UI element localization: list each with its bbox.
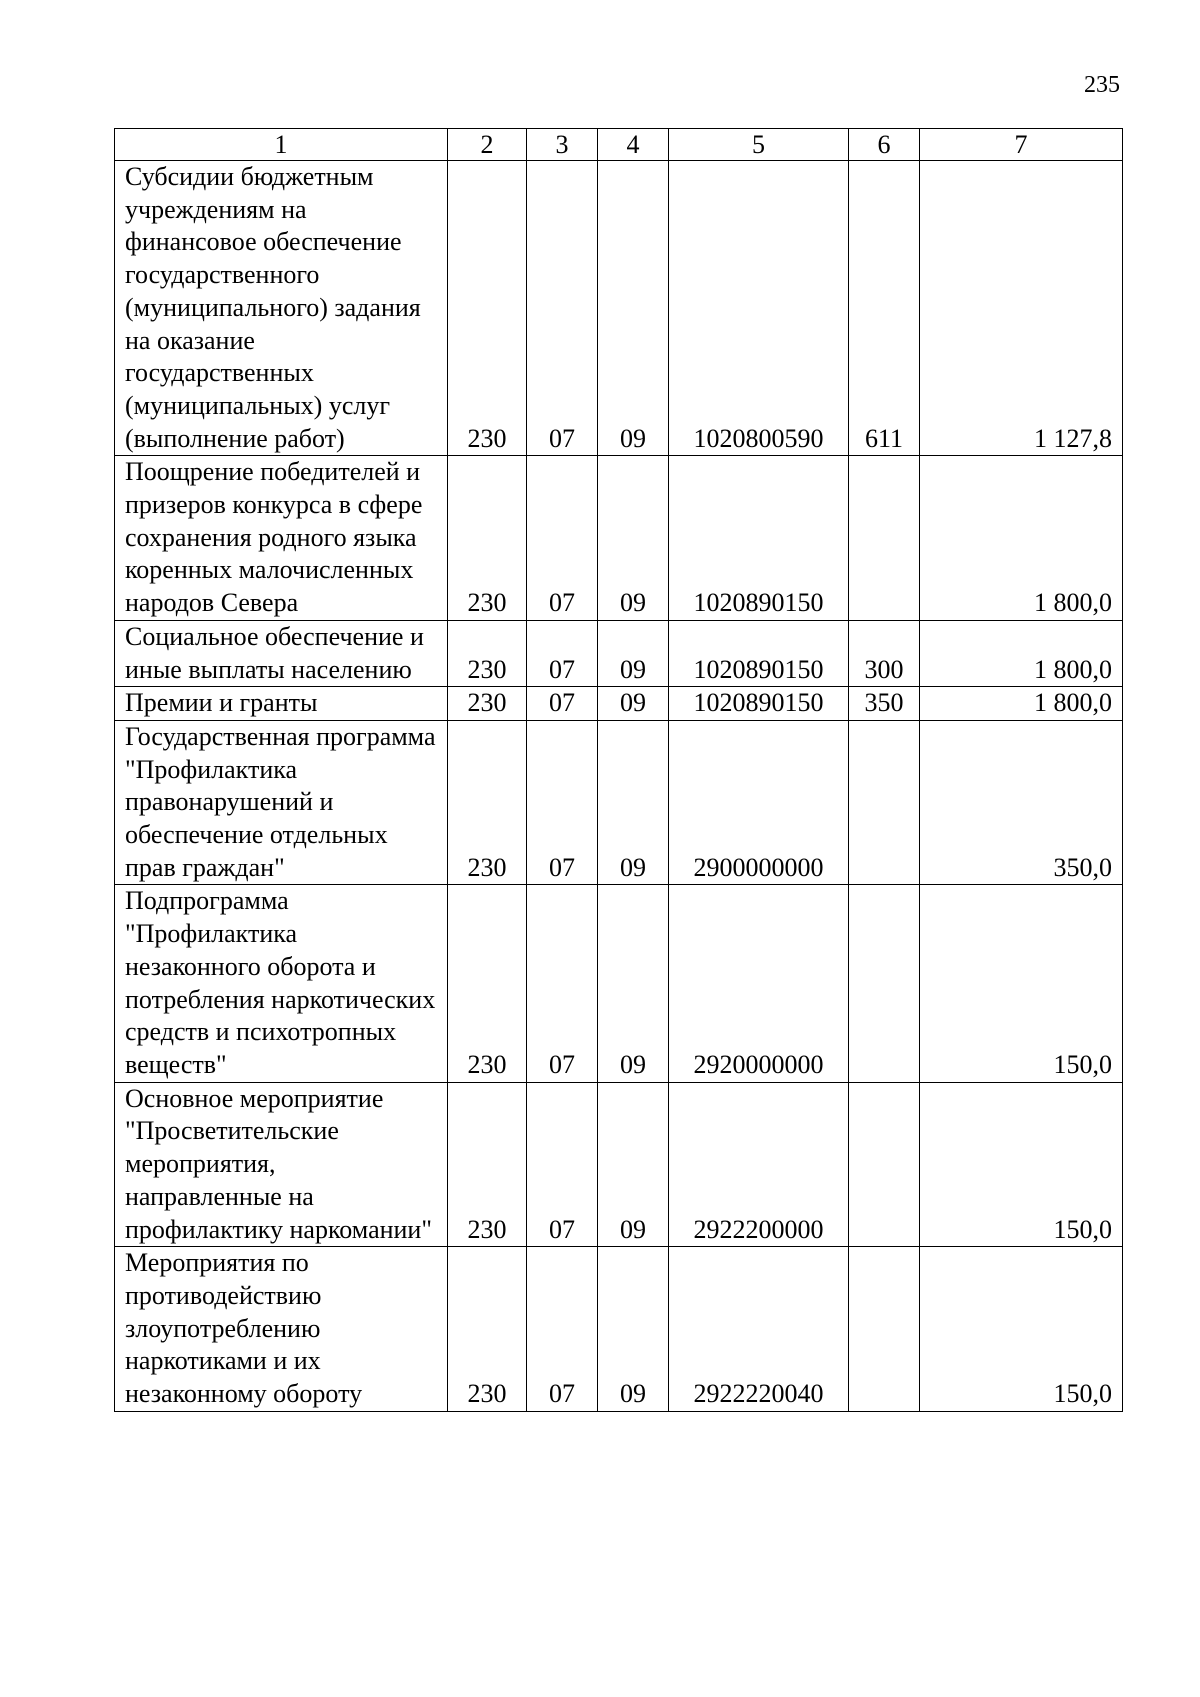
row-grbs: 230	[448, 1082, 527, 1247]
row-grbs: 230	[448, 885, 527, 1082]
row-subsection: 09	[598, 1082, 669, 1247]
row-sum: 350,0	[920, 720, 1123, 885]
row-name: Основное мероприятие "Просветительские мероприятия, направленные на профилактику наркомании"	[115, 1082, 448, 1247]
row-section: 07	[527, 161, 598, 456]
row-sum: 1 127,8	[920, 161, 1123, 456]
column-header-3: 3	[527, 129, 598, 161]
row-name: Государственная программа "Профилактика правонарушений и обеспечение отдельных прав граждан"	[115, 720, 448, 885]
row-target-code: 1020800590	[669, 161, 849, 456]
row-section: 07	[527, 1247, 598, 1412]
row-sum: 1 800,0	[920, 456, 1123, 621]
row-expense-type: 611	[849, 161, 920, 456]
table-row	[115, 687, 1123, 721]
table-row	[115, 885, 1123, 1082]
table-row	[115, 620, 1123, 686]
row-target-code: 2920000000	[669, 885, 849, 1082]
row-name: Мероприятия по противодействию злоупотреблению наркотиками и их незаконному обороту	[115, 1247, 448, 1412]
row-target-code: 2900000000	[669, 720, 849, 885]
row-expense-type: 350	[849, 687, 920, 721]
row-subsection: 09	[598, 161, 669, 456]
row-sum: 150,0	[920, 1247, 1123, 1412]
row-name: Поощрение победителей и призеров конкурса в сфере сохранения родного языка коренных малочисленных народов Севера	[115, 456, 448, 621]
row-grbs: 230	[448, 161, 527, 456]
row-section: 07	[527, 720, 598, 885]
table-row	[115, 1247, 1123, 1412]
row-expense-type	[849, 456, 920, 621]
row-target-code: 2922200000	[669, 1082, 849, 1247]
column-header-1: 1	[115, 129, 448, 161]
row-sum: 1 800,0	[920, 620, 1123, 686]
column-header-4: 4	[598, 129, 669, 161]
budget-table	[114, 128, 1123, 1412]
row-expense-type	[849, 1082, 920, 1247]
column-header-5: 5	[669, 129, 849, 161]
row-target-code: 1020890150	[669, 620, 849, 686]
row-subsection: 09	[598, 687, 669, 721]
row-expense-type	[849, 885, 920, 1082]
row-subsection: 09	[598, 720, 669, 885]
row-subsection: 09	[598, 456, 669, 621]
row-section: 07	[527, 456, 598, 621]
table-row	[115, 456, 1123, 621]
row-subsection: 09	[598, 885, 669, 1082]
table-row	[115, 1082, 1123, 1247]
row-section: 07	[527, 687, 598, 721]
table-header-row	[115, 129, 1123, 161]
column-header-7: 7	[920, 129, 1123, 161]
row-expense-type	[849, 1247, 920, 1412]
row-sum: 150,0	[920, 1082, 1123, 1247]
row-section: 07	[527, 620, 598, 686]
column-header-2: 2	[448, 129, 527, 161]
row-expense-type	[849, 720, 920, 885]
row-name: Социальное обеспечение и иные выплаты населению	[115, 620, 448, 686]
row-target-code: 1020890150	[669, 687, 849, 721]
row-section: 07	[527, 1082, 598, 1247]
row-name: Подпрограмма "Профилактика незаконного оборота и потребления наркотических средств и психотропных веществ"	[115, 885, 448, 1082]
row-grbs: 230	[448, 456, 527, 621]
row-subsection: 09	[598, 1247, 669, 1412]
row-subsection: 09	[598, 620, 669, 686]
row-sum: 150,0	[920, 885, 1123, 1082]
row-sum: 1 800,0	[920, 687, 1123, 721]
row-grbs: 230	[448, 720, 527, 885]
row-expense-type: 300	[849, 620, 920, 686]
row-grbs: 230	[448, 620, 527, 686]
row-name: Премии и гранты	[115, 687, 448, 721]
row-section: 07	[527, 885, 598, 1082]
row-name: Субсидии бюджетным учреждениям на финансовое обеспечение государственного (муниципального) задания на оказание государственных (муниципальных) услуг (выполнение работ)	[115, 161, 448, 456]
row-grbs: 230	[448, 1247, 527, 1412]
table-row	[115, 161, 1123, 456]
row-target-code: 1020890150	[669, 456, 849, 621]
page-number: 235	[1084, 72, 1120, 98]
column-header-6: 6	[849, 129, 920, 161]
row-grbs: 230	[448, 687, 527, 721]
row-target-code: 2922220040	[669, 1247, 849, 1412]
table-row	[115, 720, 1123, 885]
